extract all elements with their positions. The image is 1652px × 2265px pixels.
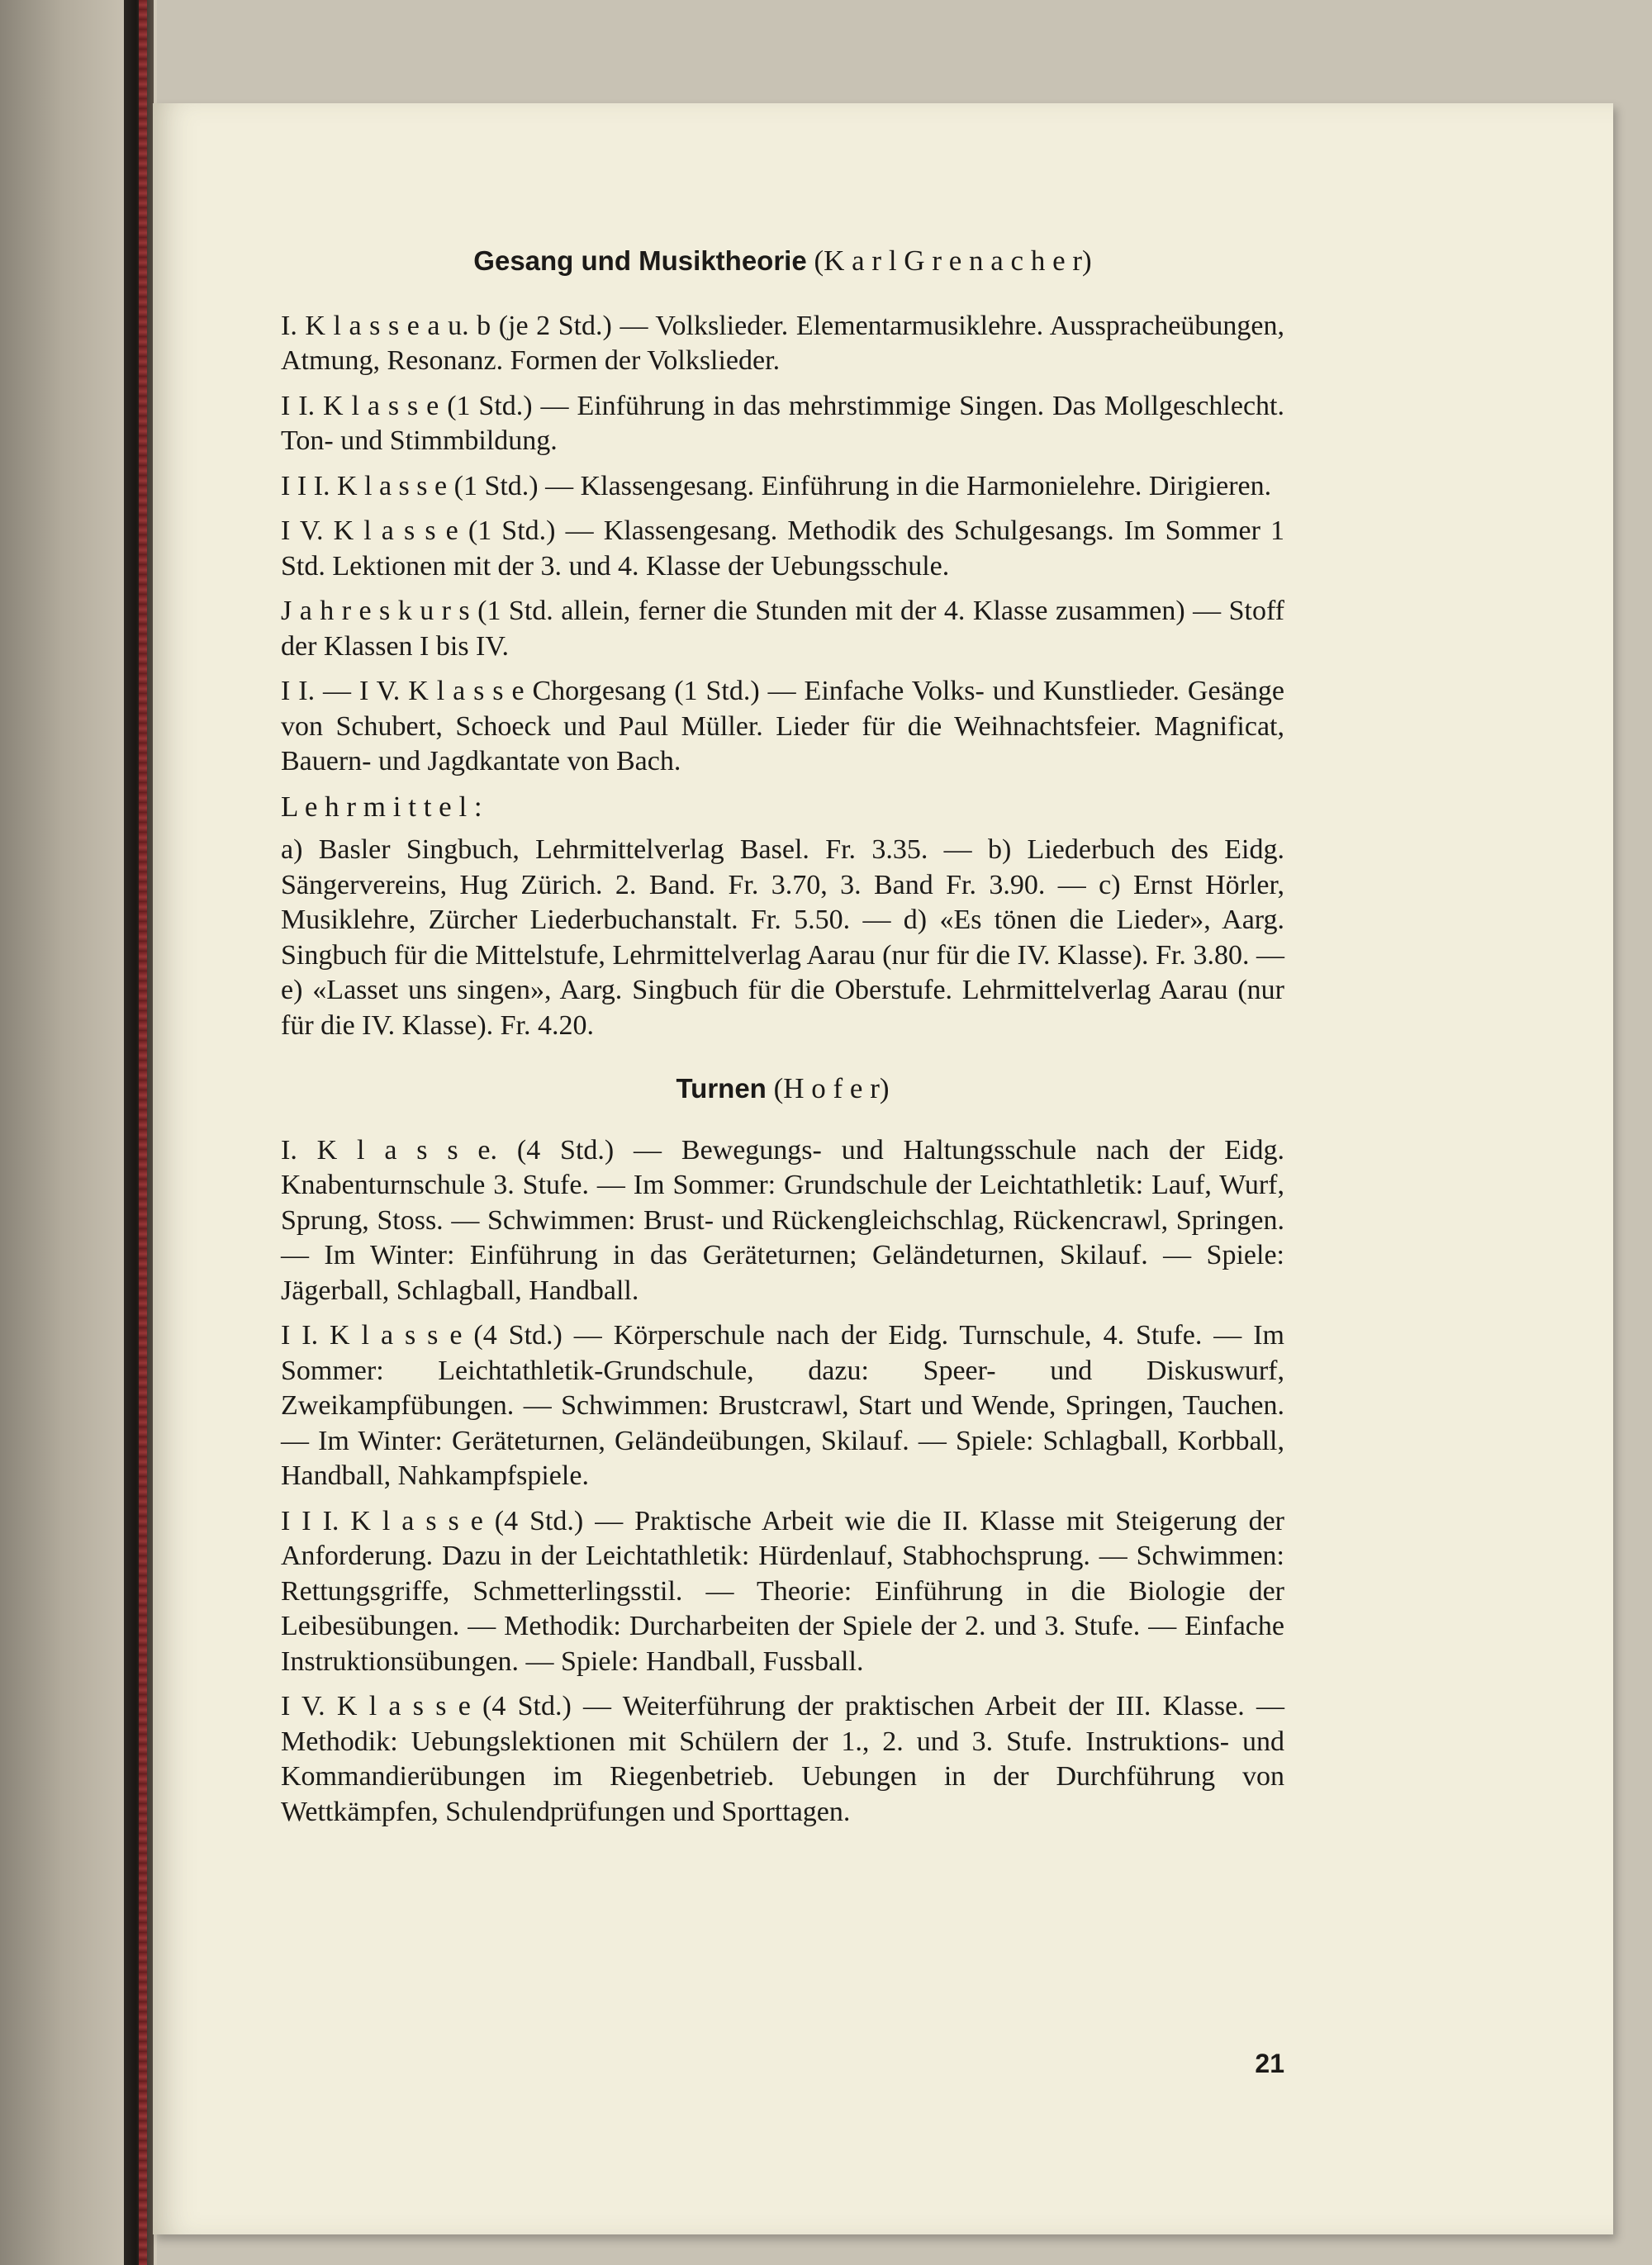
music-paragraph-6-head: I I. — I V. K l a s s e <box>281 676 525 706</box>
book-page <box>153 103 1613 2234</box>
music-paragraph-5 <box>281 594 1284 664</box>
music-paragraph-4-text: (1 Std.) — Klassengesang. Methodik des Schulgesangs. Im Sommer 1 Std. Lektionen mit der 3. und 4. Klasse der Uebungsschule. <box>281 515 1284 582</box>
section-title-turnen-text: Turnen <box>676 1073 767 1104</box>
music-paragraph-4 <box>281 514 1284 584</box>
lehrmittel-heading: L e h r m i t t e l : <box>281 790 482 823</box>
turnen-paragraph-4-text: (4 Std.) — Weiterführung der praktischen Arbeit der III. Klasse. — Methodik: Uebungslektionen mit Schülern der 1., 2. und 3. Stufe. Instruktions- und Kommandierübungen im Riegenbetrieb. Uebungen in der Durchführung von Wettkämpfen, Schulendprüfungen und Sporttagen. <box>281 1691 1285 1827</box>
music-paragraph-1-text: a u. b (je 2 Std.) — Volkslieder. Elementarmusiklehre. Ausspracheübungen, Atmung, Resonanz. Formen der Volkslieder. <box>281 310 1284 376</box>
turnen-paragraph-3-head: I I I. K l a s s e <box>281 1505 483 1536</box>
turnen-paragraph-2-text: (4 Std.) — Körperschule nach der Eidg. Turnschule, 4. Stufe. — Im Sommer: Leichtathletik-Grundschule, dazu: Speer- und Diskuswurf, Zweikampfübungen. — Schwimmen: Brustcrawl, Start und Wende, Springen, Tauchen. — Im Winter: Geräteturnen, Geländeübungen, Skilauf. — Spiele: Schlagball, Korbball, Handball, Nahkampfspiele. <box>281 1320 1284 1491</box>
turnen-paragraph-1-text: (4 Std.) — Bewegungs- und Haltungsschule nach der Eidg. Knabenturnschule 3. Stufe. — Im Sommer: Grundschule der Leichtathletik: Lauf, Wurf, Sprung, Stoss. — Schwimmen: Brust- und Rückengleichschlag, Rückencrawl, Springen. — Im Winter: Einführung in das Geräteturnen; Geländeturnen, Skilauf. — Spiele: Jägerball, Schlagball, Handball. <box>281 1134 1285 1306</box>
turnen-paragraph-4 <box>281 1689 1284 1830</box>
music-paragraph-3-head: I I I. K l a s s e <box>281 470 448 501</box>
section-title-music <box>281 244 1284 279</box>
section-title-music-teacher: (K a r l G r e n a c h e r) <box>814 245 1092 277</box>
turnen-paragraph-1-head: I. K l a s s e. <box>281 1134 498 1166</box>
page-content <box>281 244 1284 1840</box>
turnen-paragraph-4-head: I V. K l a s s e <box>281 1691 471 1721</box>
music-paragraph-3 <box>281 469 1284 505</box>
music-paragraph-6-text: Chorgesang (1 Std.) — Einfache Volks- und Kunstlieder. Gesänge von Schubert, Schoeck und Paul Müller. Lieder für die Weihnachtsfeier. Magnificat, Bauern- und Jagdkantate von Bach. <box>281 676 1284 776</box>
music-paragraph-3-text: (1 Std.) — Klassengesang. Einführung in die Harmonielehre. Dirigieren. <box>447 470 1272 501</box>
music-paragraph-4-head: I V. K l a s s e <box>281 515 458 546</box>
turnen-paragraph-3 <box>281 1504 1284 1680</box>
music-paragraph-1-head: I. K l a s s e <box>281 310 420 341</box>
section-title-music-text: Gesang und Musiktheorie <box>473 245 807 276</box>
lehrmittel-text: a) Basler Singbuch, Lehrmittelverlag Basel. Fr. 3.35. — b) Liederbuch des Eidg. Sängervereins, Hug Zürich. 2. Band. Fr. 3.70, 3. Band Fr. 3.90. — c) Ernst Hörler, Musiklehre, Zürcher Liederbuchanstalt. Fr. 5.50. — d) «Es tönen die Lieder», Aarg. Singbuch für die Mittelstufe, Lehrmittelverlag Aarau (nur für die IV. Klasse). Fr. 3.80. — e) «Lasset uns singen», Aarg. Singbuch für die Oberstufe. Lehrmittelverlag Aarau (nur für die IV. Klasse). Fr. 4.20. <box>281 834 1284 1041</box>
section-title-turnen-teacher: (H o f e r) <box>773 1072 890 1104</box>
binding-thread <box>139 0 147 2265</box>
music-paragraph-5-head: J a h r e s k u r s <box>281 596 470 626</box>
music-paragraph-2-text: (1 Std.) — Einführung in das mehrstimmige Singen. Das Mollgeschlecht. Ton- und Stimmbildung. <box>281 390 1284 456</box>
page-number: 21 <box>1255 2049 1284 2078</box>
music-paragraph-2-head: I I. K l a s s e <box>281 390 439 421</box>
music-paragraph-6 <box>281 674 1284 780</box>
music-paragraph-5-text: (1 Std. allein, ferner die Stunden mit der 4. Klasse zusammen) — Stoff der Klassen I bis IV. <box>281 596 1284 662</box>
section-title-turnen <box>281 1071 1284 1107</box>
turnen-paragraph-3-text: (4 Std.) — Praktische Arbeit wie die II. Klasse mit Steigerung der Anforderung. Dazu in der Leichtathletik: Hürdenlauf, Stabhochsprung. — Schwimmen: Rettungsgriffe, Schmetterlingsstil. — Theorie: Einführung in die Biologie der Leibesübungen. — Methodik: Durcharbeiten der Spiele der 2. und 3. Stufe. — Einfache Instruktionsübungen. — Spiele: Handball, Fussball. <box>281 1505 1284 1677</box>
music-paragraph-2 <box>281 389 1284 459</box>
turnen-paragraph-2-head: I I. K l a s s e <box>281 1320 463 1351</box>
music-paragraph-1 <box>281 309 1284 379</box>
turnen-paragraph-2 <box>281 1318 1284 1494</box>
turnen-paragraph-1 <box>281 1133 1284 1309</box>
